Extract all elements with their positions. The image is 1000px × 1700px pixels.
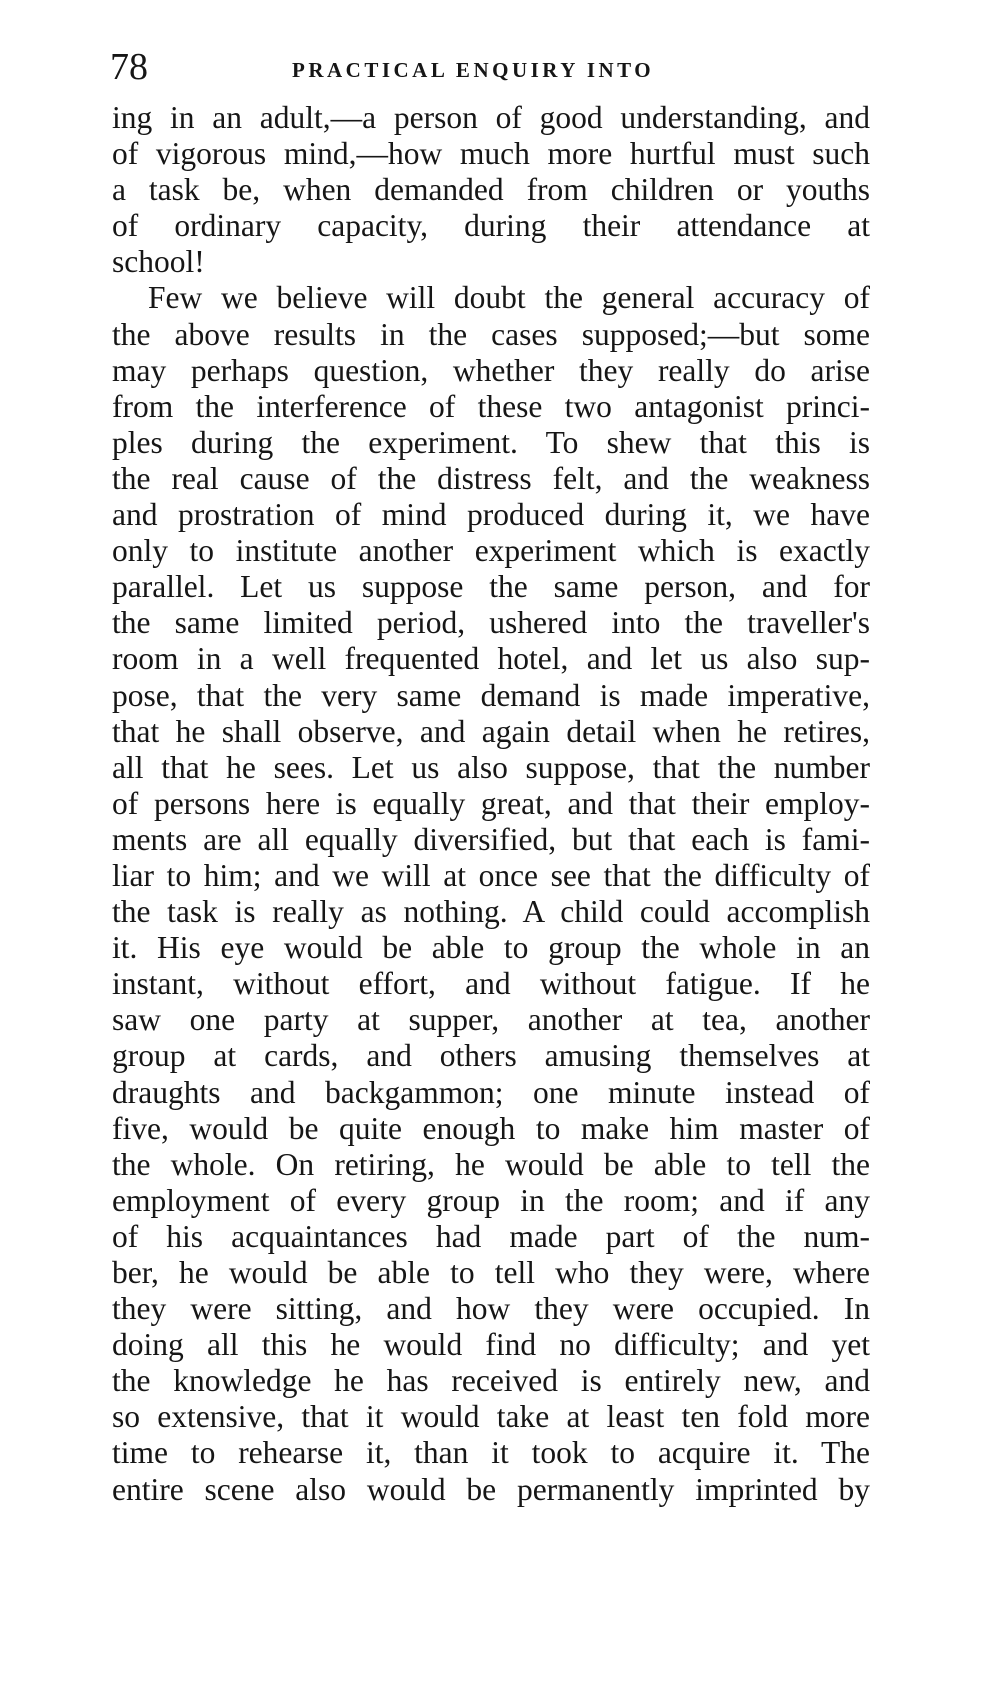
- text-line: ing in an adult,—a person of good understanding, and: [112, 100, 870, 135]
- text-line: saw one party at supper, another at tea, another: [112, 1002, 870, 1038]
- text-line: ber, he would be able to tell who they were, where: [112, 1255, 870, 1290]
- text-line: from the interference of these two antagonist princi-: [112, 388, 870, 424]
- text-line: draughts and backgammon; one minute instead of: [112, 1074, 870, 1110]
- text-line: time to rehearse it, than it took to acquire it. The: [112, 1435, 870, 1471]
- text-line: of vigorous mind,—how much more hurtful must such: [112, 136, 870, 172]
- text-line: that he shall observe, and again detail when he retires,: [112, 713, 870, 749]
- text-line: the knowledge he has received is entirely new, and: [112, 1363, 870, 1399]
- text-line: of his acquaintances had made part of the num-: [112, 1218, 870, 1254]
- text-line: a task be, when demanded from children or youths: [112, 172, 870, 208]
- text-line: they were sitting, and how they were occupied. In: [112, 1291, 870, 1327]
- page-number: 78: [110, 46, 148, 88]
- text-line: it. His eye would be able to group the whole in an: [112, 930, 870, 966]
- text-line: the task is really as nothing. A child could accomplish: [112, 894, 870, 930]
- text-line: five, would be quite enough to make him master of: [112, 1110, 870, 1146]
- text-line: all that he sees. Let us also suppose, that the number: [112, 749, 870, 785]
- text-line: only to institute another experiment which is exactly: [112, 533, 870, 569]
- text-line: entire scene also would be permanently imprinted by: [112, 1471, 870, 1507]
- text-line: of persons here is equally great, and that their employ-: [112, 785, 870, 821]
- text-line: parallel. Let us suppose the same person, and for: [112, 569, 870, 605]
- text-line: doing all this he would find no difficulty; and yet: [112, 1327, 870, 1363]
- text-line: of ordinary capacity, during their attendance at: [112, 208, 870, 244]
- text-line: the whole. On retiring, he would be able to tell the: [112, 1146, 870, 1182]
- running-head: PRACTICAL ENQUIRY INTO: [292, 58, 655, 82]
- text-line: instant, without effort, and without fatigue. If he: [112, 966, 870, 1002]
- text-line: the real cause of the distress felt, and the weakness: [112, 460, 870, 496]
- text-line: the above results in the cases supposed;—but some: [112, 316, 870, 352]
- text-line: school!: [112, 244, 205, 280]
- page-header: [110, 42, 890, 92]
- text-line: group at cards, and others amusing themselves at: [112, 1038, 870, 1074]
- text-line: ples during the experiment. To shew that this is: [112, 424, 870, 460]
- text-line: ments are all equally diversified, but that each is fami-: [112, 821, 870, 857]
- text-line: pose, that the very same demand is made imperative,: [112, 677, 870, 713]
- text-line: Few we believe will doubt the general accuracy of: [148, 280, 870, 316]
- text-line: the same limited period, ushered into the traveller's: [112, 605, 870, 641]
- text-line: may perhaps question, whether they really do arise: [112, 352, 870, 388]
- text-line: liar to him; and we will at once see that the difficulty of: [112, 857, 870, 893]
- text-line: room in a well frequented hotel, and let us also sup-: [112, 641, 870, 677]
- body-text: [112, 100, 870, 1508]
- text-line: and prostration of mind produced during it, we have: [112, 497, 870, 533]
- text-line: so extensive, that it would take at least ten fold more: [112, 1399, 870, 1435]
- text-line: employment of every group in the room; and if any: [112, 1182, 870, 1218]
